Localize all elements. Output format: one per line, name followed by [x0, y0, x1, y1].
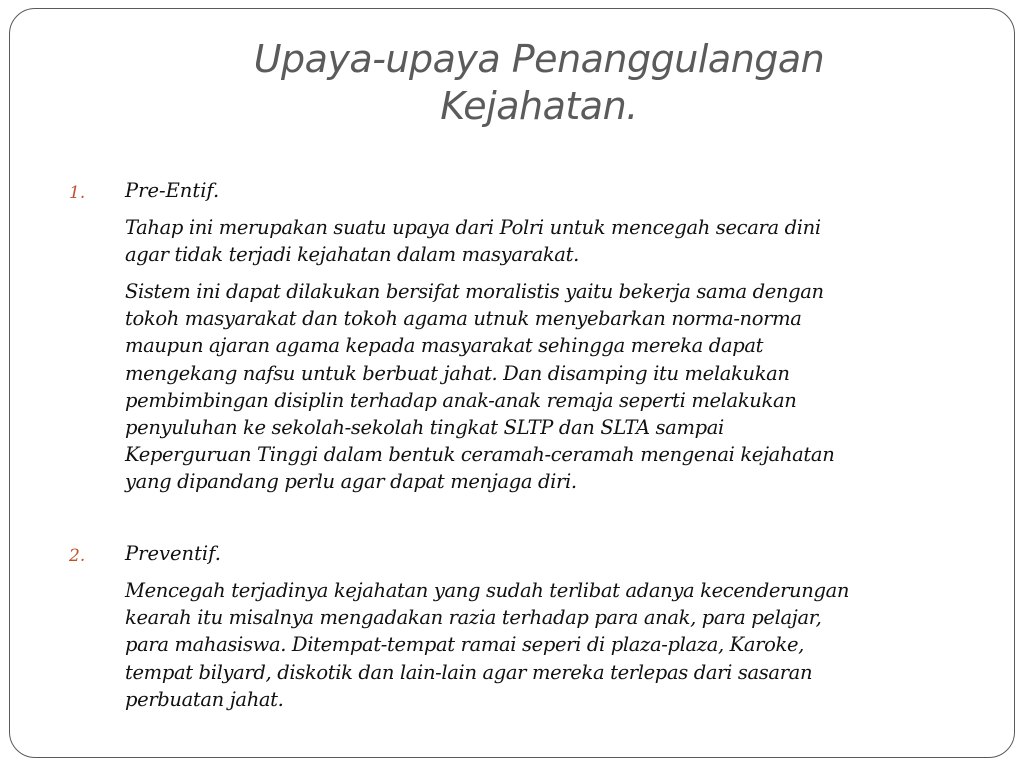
text-line: tokoh masyarakat dan tokoh agama utnuk menyebarkan norma-norma — [125, 307, 802, 331]
text-line: para mahasiswa. Ditempat-tempat ramai seperi di plaza-plaza, Karoke, — [125, 633, 805, 657]
text-line: Keperguruan Tinggi dalam bentuk ceramah-ceramah mengenai kejahatan — [125, 443, 835, 467]
text-line: kearah itu misalnya mengadakan razia terhadap para anak, para pelajar, — [125, 606, 822, 630]
item-heading-preventif: Preventif. — [125, 542, 221, 565]
text-line: Mencegah terjadinya kejahatan yang sudah terlibat adanya kecenderungan — [125, 579, 850, 602]
paragraph-pre-entif-detail — [125, 278, 975, 496]
text-line: penyuluhan ke sekolah-sekolah tingkat SLTP dan SLTA sampai — [125, 416, 724, 440]
list-number-2: 2. — [69, 546, 86, 566]
list-number-1: 1. — [69, 183, 86, 203]
slide-title — [0, 36, 1024, 130]
text-line: Tahap ini merupakan suatu upaya dari Polri untuk mencegah secara dini — [125, 216, 821, 239]
text-line: Sistem ini dapat dilakukan bersifat moralistis yaitu bekerja sama dengan — [125, 280, 824, 303]
paragraph-preventif — [125, 577, 975, 713]
text-line: perbuatan jahat. — [125, 687, 284, 711]
text-line: maupun ajaran agama kepada masyarakat sehingga mereka dapat — [125, 334, 764, 358]
title-line-2: Kejahatan. — [440, 84, 638, 128]
title-line-1: Upaya-upaya Penanggulangan — [253, 37, 825, 81]
text-line: yang dipandang perlu agar dapat menjaga diri. — [125, 470, 577, 494]
text-line: tempat bilyard, diskotik dan lain-lain agar mereka terlepas dari sasaran — [125, 660, 813, 684]
text-line: pembimbingan disiplin terhadap anak-anak remaja seperti melakukan — [125, 388, 797, 412]
text-line: agar tidak terjadi kejahatan dalam masyarakat. — [125, 243, 579, 267]
paragraph-pre-entif-intro — [125, 214, 975, 268]
item-heading-pre-entif: Pre-Entif. — [125, 179, 220, 202]
text-line: mengekang nafsu untuk berbuat jahat. Dan disamping itu melakukan — [125, 361, 790, 385]
